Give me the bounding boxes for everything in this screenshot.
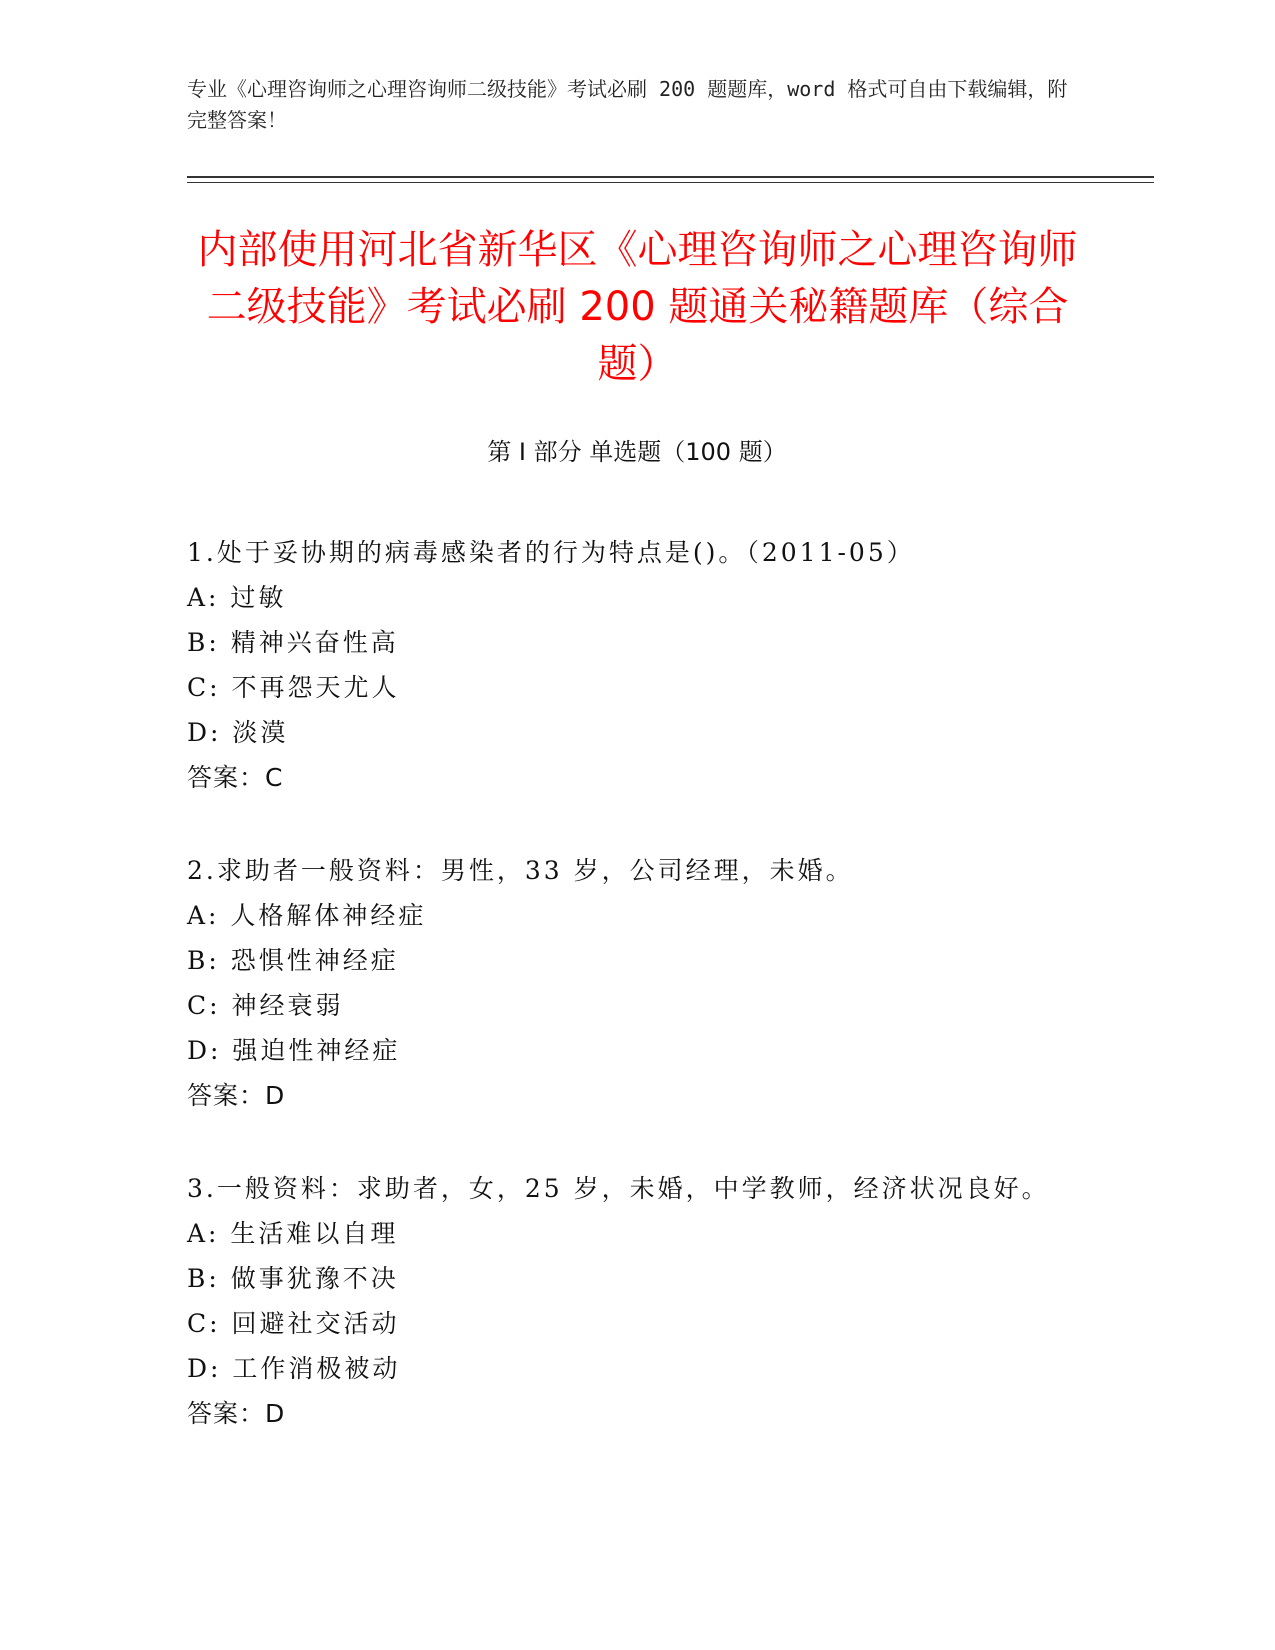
header-note: 专业《心理咨询师之心理咨询师二级技能》考试必刷 200 题题库，word 格式可自由下载编辑，附完整答案！	[187, 77, 1068, 132]
answer: 答案：D	[187, 1081, 286, 1110]
option-a: A: 人格解体神经症	[187, 901, 427, 930]
document-title: 内部使用河北省新华区《心理咨询师之心理咨询师二级技能》考试必刷 200 题通关秘籍题库（综合题）	[197, 227, 1078, 387]
option-a: A: 过敏	[187, 583, 287, 612]
question-1	[187, 530, 1087, 800]
answer: 答案：C	[187, 763, 284, 792]
header-divider-thick	[187, 176, 1154, 178]
option-c: C: 不再怨天尤人	[187, 673, 400, 702]
option-d: D: 淡漠	[187, 718, 289, 747]
option-d: D: 工作消极被动	[187, 1354, 401, 1383]
header-divider-thin	[187, 182, 1154, 183]
option-b: B: 恐惧性神经症	[187, 946, 399, 975]
answer: 答案：D	[187, 1399, 286, 1428]
option-c: C: 回避社交活动	[187, 1309, 400, 1338]
section-heading: 第 I 部分 单选题（100 题）	[487, 438, 787, 466]
option-d: D: 强迫性神经症	[187, 1036, 401, 1065]
question-3	[187, 1166, 1087, 1436]
question-stem: 3.一般资料：求助者，女，25 岁，未婚，中学教师，经济状况良好。	[187, 1174, 1050, 1203]
option-b: B: 做事犹豫不决	[187, 1264, 399, 1293]
question-stem: 1.处于妥协期的病毒感染者的行为特点是()。（2011-05）	[187, 538, 915, 567]
option-b: B: 精神兴奋性高	[187, 628, 399, 657]
question-stem: 2.求助者一般资料：男性，33 岁，公司经理，未婚。	[187, 856, 854, 885]
option-a: A: 生活难以自理	[187, 1219, 399, 1248]
option-c: C: 神经衰弱	[187, 991, 344, 1020]
question-2	[187, 848, 1087, 1118]
